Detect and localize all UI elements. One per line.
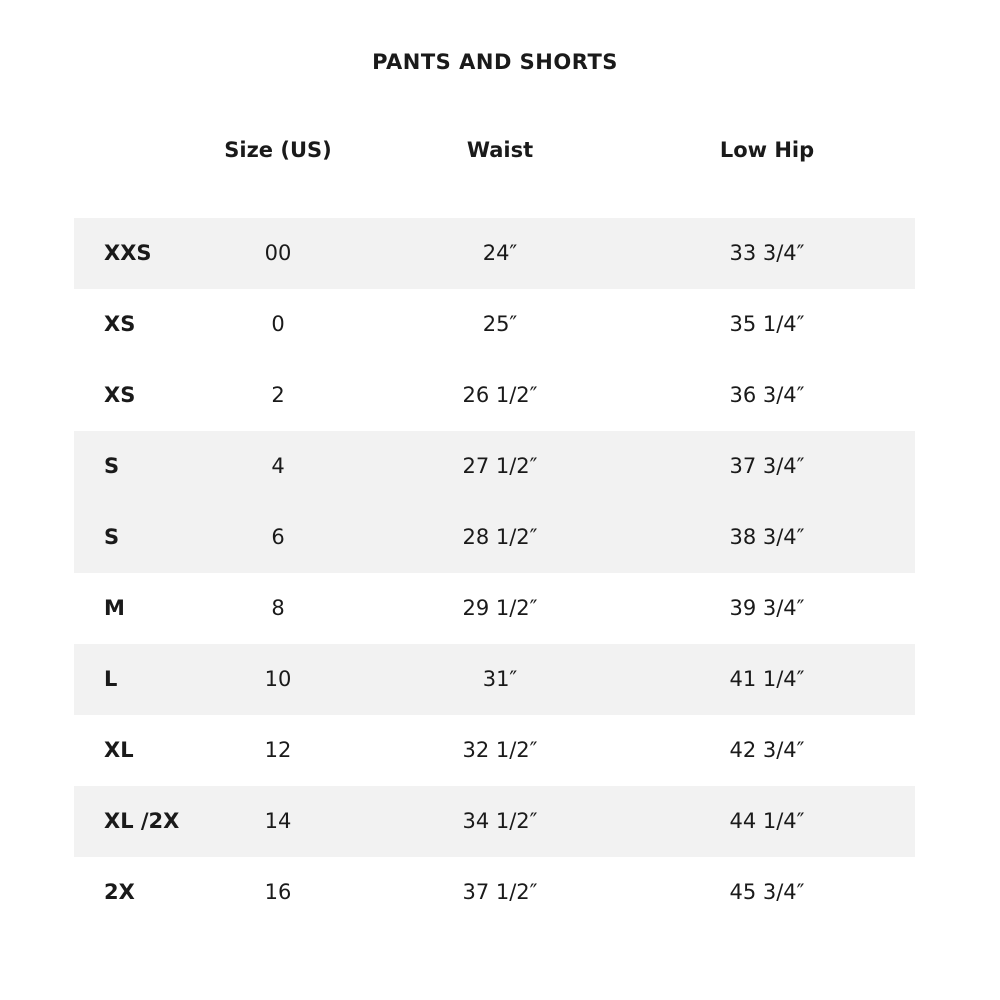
page-title: PANTS AND SHORTS	[372, 50, 618, 74]
row-low-hip: 41 1/4″	[729, 667, 805, 691]
table-row	[74, 573, 915, 644]
row-us-size: 14	[264, 809, 292, 833]
table-row	[74, 857, 915, 928]
row-low-hip: 42 3/4″	[729, 738, 805, 762]
table-row	[74, 786, 915, 857]
row-us-size: 00	[264, 241, 292, 265]
row-size-label: S	[104, 454, 120, 478]
row-waist: 27 1/2″	[462, 454, 538, 478]
row-size-label: L	[104, 667, 118, 691]
table-row	[74, 502, 915, 573]
row-waist: 25″	[482, 312, 518, 336]
row-low-hip: 38 3/4″	[729, 525, 805, 549]
row-waist: 24″	[482, 241, 518, 265]
row-us-size: 12	[264, 738, 292, 762]
row-waist: 37 1/2″	[462, 880, 538, 904]
table-row	[74, 289, 915, 360]
row-waist: 29 1/2″	[462, 596, 538, 620]
column-header-low-hip: Low Hip	[719, 138, 815, 162]
row-us-size: 0	[271, 312, 285, 336]
row-size-label: XS	[104, 312, 136, 336]
table-row	[74, 431, 915, 502]
column-header-size: Size (US)	[224, 138, 332, 162]
row-waist: 28 1/2″	[462, 525, 538, 549]
row-us-size: 4	[271, 454, 285, 478]
row-us-size: 16	[264, 880, 292, 904]
row-us-size: 8	[271, 596, 285, 620]
row-low-hip: 33 3/4″	[729, 241, 805, 265]
row-us-size: 6	[271, 525, 285, 549]
row-us-size: 2	[271, 383, 285, 407]
row-size-label: XS	[104, 383, 136, 407]
row-low-hip: 45 3/4″	[729, 880, 805, 904]
row-low-hip: 36 3/4″	[729, 383, 805, 407]
row-waist: 32 1/2″	[462, 738, 538, 762]
row-low-hip: 44 1/4″	[729, 809, 805, 833]
table-row	[74, 360, 915, 431]
table-row	[74, 715, 915, 786]
table-row	[74, 218, 915, 289]
row-low-hip: 37 3/4″	[729, 454, 805, 478]
row-low-hip: 39 3/4″	[729, 596, 805, 620]
row-low-hip: 35 1/4″	[729, 312, 805, 336]
row-waist: 26 1/2″	[462, 383, 538, 407]
row-size-label: 2X	[104, 880, 135, 904]
row-size-label: S	[104, 525, 120, 549]
table-row	[74, 644, 915, 715]
row-size-label: XL	[104, 738, 134, 762]
row-size-label: XL /2X	[104, 809, 180, 833]
row-waist: 31″	[482, 667, 518, 691]
row-us-size: 10	[264, 667, 292, 691]
row-size-label: M	[104, 596, 125, 620]
row-size-label: XXS	[104, 241, 152, 265]
row-waist: 34 1/2″	[462, 809, 538, 833]
column-header-waist: Waist	[466, 138, 534, 162]
size-chart-table	[74, 218, 915, 928]
